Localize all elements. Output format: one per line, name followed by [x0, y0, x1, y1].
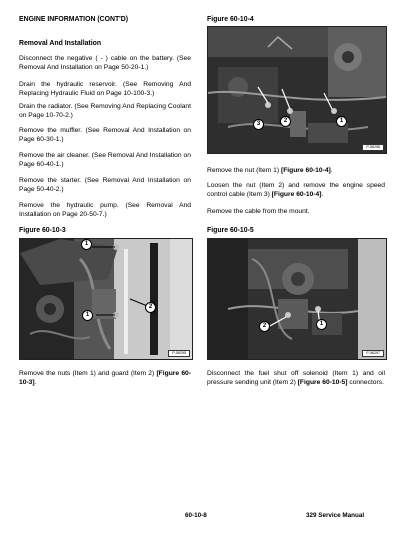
figure-title-60-10-3: Figure 60-10-3 — [19, 227, 66, 234]
subsection-heading: Removal And Installation — [19, 40, 102, 47]
step-drain-radiator: Drain the radiator. (See Removing And Replacing Coolant on Page 10-70-2.) — [19, 103, 191, 119]
figure-title-60-10-5: Figure 60-10-5 — [207, 227, 254, 234]
step-remove-hydraulic-pump: Remove the hydraulic pump. (See Removal And Installation on Page 20-50-7.) — [19, 202, 191, 218]
callout-item-1-bottom: 1 — [82, 310, 93, 321]
callout-item-1: 1 — [316, 319, 327, 330]
remove-cable-step: Remove the cable from the mount. — [207, 208, 310, 215]
manual-title: 329 Service Manual — [306, 512, 365, 519]
callout-item-2: 2 — [145, 302, 156, 313]
page-section-title: ENGINE INFORMATION (CONT'D) — [19, 16, 129, 23]
engine-speed-control-photo-illustration — [208, 27, 386, 153]
callout-item-2: 2 — [280, 116, 291, 127]
step-drain-reservoir: Drain the hydraulic reservoir. (See Removing And Replacing Hydraulic Fluid on Page 10-100-3.) — [19, 81, 191, 97]
step-remove-muffler: Remove the muffler. (See Removal And Installation on Page 60-30-1.) — [19, 127, 191, 143]
photo-number: P-56295 — [168, 350, 190, 358]
fuel-solenoid-photo-illustration — [208, 239, 386, 359]
step-disconnect-battery: Disconnect the negative ( - ) cable on the battery. (See Removal And Installation on Page 50-20-1.) — [19, 55, 191, 71]
page-number: 60-10-8 — [185, 512, 207, 519]
callout-item-3: 3 — [253, 119, 264, 130]
fig5-caption: Disconnect the fuel shut off solenoid (Item 1) and oil pressure sending unit (Item 2) [Figure 60-10-5] connectors. — [207, 370, 385, 386]
speed-cable-step: Loosen the nut (Item 2) and remove the engine speed control cable (Item 3) [Figure 60-10-4]. — [207, 182, 385, 198]
figure-60-10-3-photo — [19, 238, 193, 360]
figure-60-10-5-photo — [207, 238, 387, 360]
fig3-caption: Remove the nuts (Item 1) and guard (Item 2) [Figure 60-10-3]. — [19, 370, 192, 386]
photo-number: P-56296 — [362, 144, 384, 152]
figure-title-60-10-4: Figure 60-10-4 — [207, 16, 254, 23]
engine-guard-photo-illustration — [20, 239, 192, 359]
callout-item-2: 2 — [259, 321, 270, 332]
fig4-caption: Remove the nut (Item 1) [Figure 60-10-4]. — [207, 167, 333, 174]
photo-number: P-56297 — [362, 350, 384, 358]
step-remove-air-cleaner: Remove the air cleaner. (See Removal And Installation on Page 60-40-1.) — [19, 152, 191, 168]
step-remove-starter: Remove the starter. (See Removal And Installation on Page 50-40-2.) — [19, 177, 191, 193]
callout-item-1-top: 1 — [81, 239, 92, 250]
figure-60-10-4-photo — [207, 26, 387, 154]
callout-item-1: 1 — [336, 116, 347, 127]
